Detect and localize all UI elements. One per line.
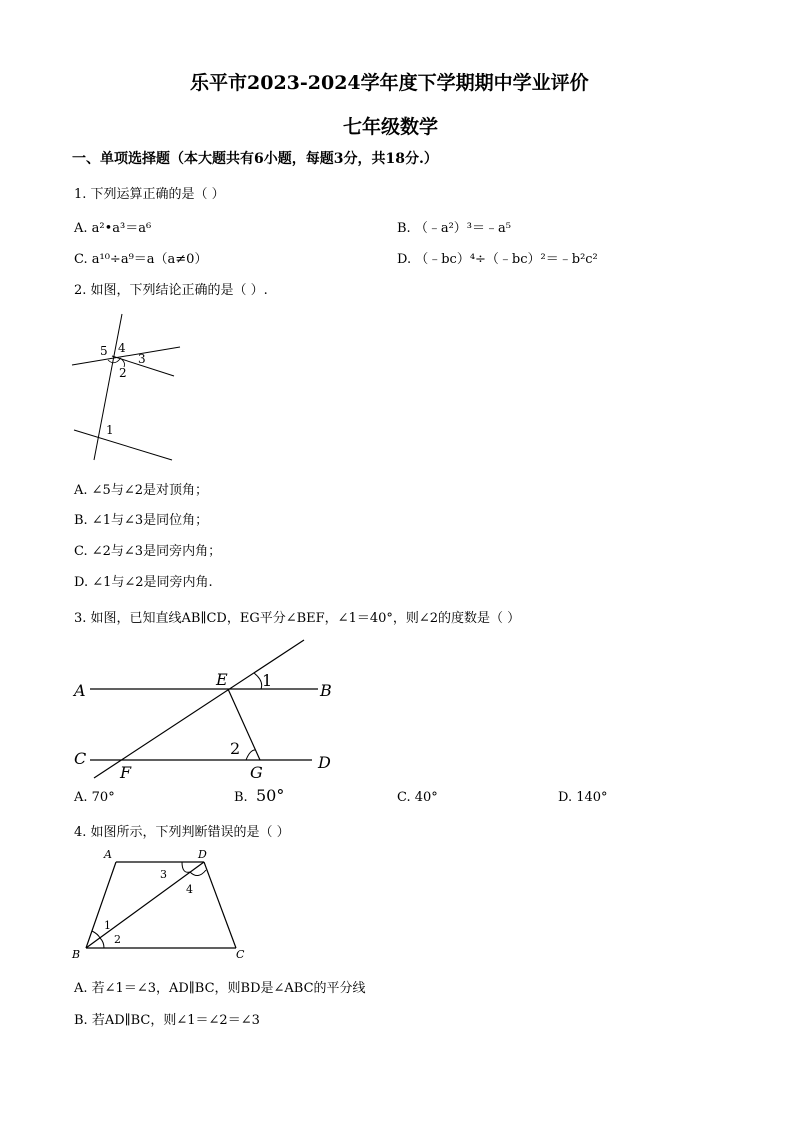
q3-label-g: G — [250, 763, 263, 782]
q4-label-angle-4: 4 — [186, 883, 193, 896]
q3-arc-1 — [254, 673, 262, 689]
q4-side-dc — [204, 862, 236, 948]
q3-label-d: D — [318, 753, 331, 772]
page-title: 乐平市2023-2024学年度下学期期中学业评价 — [190, 72, 589, 94]
question-1-stem: 1. 下列运算正确的是（ ） — [74, 187, 225, 202]
q3-label-f: F — [120, 763, 132, 782]
q2-label-1: 1 — [106, 423, 114, 437]
q3-arc-2 — [246, 750, 255, 760]
q2-label-5: 5 — [100, 344, 108, 358]
q4-label-b: B — [72, 948, 81, 961]
question-4-stem: 4. 如图所示，下列判断错误的是（ ） — [74, 825, 290, 840]
q4-arc — [182, 862, 190, 872]
q4-diagonal-bd — [86, 862, 204, 948]
q2-figure — [68, 310, 188, 465]
q2-option-b: B. ∠1与∠3是同位角； — [74, 513, 209, 528]
q4-label-angle-1: 1 — [104, 919, 111, 932]
q3-label-b: B — [320, 681, 332, 700]
q2-line-lower — [74, 430, 172, 460]
q1-option-d: D. （﹣bc）⁴÷（﹣bc）²＝﹣b²c² — [397, 252, 598, 267]
q2-label-4: 4 — [118, 341, 126, 355]
q4-option-b: B. 若AD∥BC，则∠1＝∠2＝∠3 — [74, 1013, 260, 1028]
question-2-stem: 2. 如图，下列结论正确的是（ ）. — [74, 283, 268, 298]
q2-arc — [108, 359, 120, 363]
q1-option-b: B. （﹣a²）³＝﹣a⁵ — [397, 221, 511, 236]
q4-label-a: A — [104, 848, 112, 861]
q2-label-2: 2 — [119, 366, 127, 380]
q4-label-c: C — [236, 948, 245, 961]
q3-option-b: B. — [234, 790, 248, 805]
q3-option-c: C. 40° — [397, 790, 438, 805]
q4-option-a: A. 若∠1＝∠3，AD∥BC，则BD是∠ABC的平分线 — [74, 981, 366, 996]
q4-label-d: D — [198, 848, 207, 861]
q3-label-angle-1: 1 — [262, 671, 273, 690]
q3-option-d: D. 140° — [558, 790, 608, 805]
q3-line-transversal — [94, 640, 304, 778]
q2-option-d: D. ∠1与∠2是同旁内角. — [74, 575, 213, 590]
q1-option-a: A. a²•a³＝a⁶ — [74, 221, 152, 236]
q4-arc — [100, 938, 104, 948]
question-3-stem: 3. 如图，已知直线AB∥CD，EG平分∠BEF，∠1＝40°，则∠2的度数是（ ） — [74, 611, 521, 626]
q2-label-3: 3 — [138, 352, 146, 366]
q2-line-upper — [72, 347, 180, 365]
q1-option-c: C. a¹⁰÷a⁹＝a（a≠0） — [74, 252, 208, 267]
q3-figure — [68, 636, 348, 786]
q3-label-c: C — [74, 749, 87, 768]
q4-arc — [92, 931, 100, 938]
q4-side-ab — [86, 862, 116, 948]
q2-option-a: A. ∠5与∠2是对顶角； — [74, 483, 208, 498]
q4-figure — [68, 846, 258, 966]
q2-option-c: C. ∠2与∠3是同旁内角； — [74, 544, 222, 559]
q3-label-angle-2: 2 — [230, 739, 241, 758]
q3-label-a: A — [74, 681, 86, 700]
section-heading: 一、单项选择题（本大题共有6小题，每题3分，共18分.） — [72, 151, 438, 167]
q4-label-angle-3: 3 — [160, 868, 167, 881]
q2-line-transversal — [94, 314, 122, 460]
q3-label-e: E — [216, 670, 228, 689]
q3-option-b-value: 50° — [256, 786, 285, 805]
q4-label-angle-2: 2 — [114, 933, 121, 946]
q3-option-a: A. 70° — [74, 790, 115, 805]
page-subtitle: 七年级数学 — [343, 116, 439, 138]
